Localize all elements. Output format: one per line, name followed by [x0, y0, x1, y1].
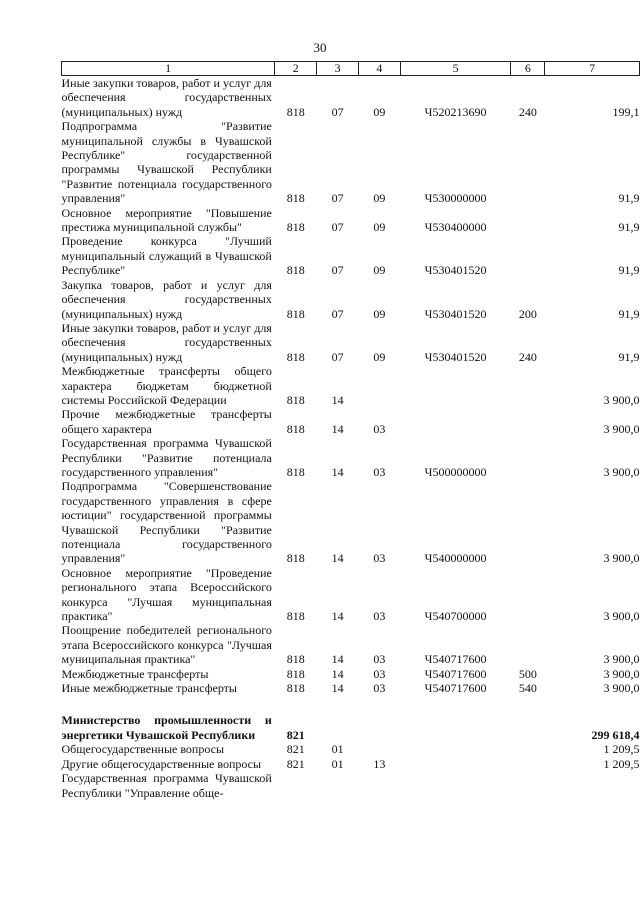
table-row: [62, 407, 640, 436]
row-ministry-code: 818: [286, 551, 305, 566]
table-row: [62, 742, 640, 756]
row-ministry-code: 818: [286, 652, 305, 667]
row-name: Межбюджетные трансферты общего характера бюджетам бюджетной системы Российской Федерации: [61, 364, 272, 407]
row-expense-type: 500: [518, 666, 537, 681]
row-name: Прочие межбюджетные трансферты общего характера: [61, 407, 272, 436]
table-header: [62, 62, 640, 76]
row-section-code: 14: [331, 421, 344, 436]
row-ministry-code: 818: [286, 464, 305, 479]
row-ministry-code: 818: [286, 421, 305, 436]
row-section-code: 07: [331, 220, 344, 235]
row-subsection-code: 03: [373, 551, 386, 566]
row-name: Министерство промышленности и энергетики Чувашской Республики: [61, 713, 272, 742]
row-target-article: Ч530400000: [424, 220, 487, 235]
row-target-article: [400, 407, 511, 436]
row-name: Основное мероприятие "Проведение регионального этапа Всероссийского конкурса "Лучшая муниципальная практика": [61, 565, 272, 624]
row-amount: 91,9: [618, 306, 640, 321]
row-amount: 199,1: [612, 104, 640, 119]
row-name: Государственная программа Чувашской Республики "Управление обще-: [61, 771, 272, 800]
row-section-code: 07: [331, 191, 344, 206]
row-name: Поощрение победителей регионального этапа Всероссийского конкурса "Лучшая муниципальная практика": [61, 623, 272, 667]
row-name: Межбюджетные трансферты: [61, 666, 209, 681]
table-row: [62, 771, 640, 800]
column-header-5: 5: [400, 62, 511, 76]
row-section-code: 01: [331, 756, 344, 771]
row-name: Подпрограмма "Совершенствование государственного управления в сфере юстиции" государственной программы Чувашской Республики "Развитие потенциала государственного управления": [61, 479, 272, 566]
table-row: [62, 479, 640, 565]
table-row: [62, 119, 640, 205]
row-ministry-code: 818: [286, 392, 305, 407]
table-row: [62, 566, 640, 624]
row-amount: 3 900,0: [603, 666, 640, 681]
row-section-code: 14: [331, 551, 344, 566]
row-subsection-code: [358, 771, 400, 800]
row-amount: 1 209,5: [603, 756, 640, 771]
row-target-article: [400, 713, 511, 742]
row-expense-type: [511, 757, 545, 771]
row-ministry-code: 818: [286, 104, 305, 119]
row-expense-type: [511, 119, 545, 205]
row-expense-type: [511, 771, 545, 800]
row-target-article: Ч500000000: [424, 464, 487, 479]
row-ministry-code: 818: [286, 681, 305, 696]
row-ministry-code: 818: [286, 666, 305, 681]
row-name: Закупка товаров, работ и услуг для обеспечения государственных (муниципальных) нужд: [61, 277, 272, 321]
table-row: [62, 681, 640, 695]
row-amount: 91,9: [618, 349, 640, 364]
row-name: Иные закупки товаров, работ и услуг для обеспечения государственных (муниципальных) нужд: [61, 76, 272, 119]
row-ministry-code: [275, 771, 317, 800]
row-section-code: [317, 713, 359, 742]
column-header-4: 4: [358, 62, 400, 76]
page-number: 30: [313, 40, 327, 55]
table-row: [62, 667, 640, 681]
row-subsection-code: 13: [373, 756, 386, 771]
row-target-article: [400, 742, 511, 756]
row-subsection-code: [358, 364, 400, 407]
table-row: [62, 321, 640, 364]
row-expense-type: [511, 623, 545, 666]
row-expense-type: [511, 713, 545, 742]
table-row: [62, 206, 640, 235]
table-row: [62, 436, 640, 479]
row-section-code: 14: [331, 609, 344, 624]
row-subsection-code: 09: [373, 191, 386, 206]
row-target-article: Ч530401520: [424, 306, 487, 321]
row-subsection-code: 03: [373, 421, 386, 436]
row-name: Государственная программа Чувашской Республики "Развитие потенциала государственного управления": [61, 436, 272, 479]
row-expense-type: 240: [518, 104, 537, 119]
row-amount: 91,9: [618, 191, 640, 206]
row-ministry-code: 818: [286, 191, 305, 206]
table-row: [62, 623, 640, 666]
column-header-1: 1: [62, 62, 275, 76]
row-amount: 3 900,0: [603, 681, 640, 696]
row-name: Другие общегосударственные вопросы: [61, 756, 262, 771]
row-section-code: 07: [331, 349, 344, 364]
row-target-article: [400, 757, 511, 771]
row-target-article: Ч540717600: [424, 652, 487, 667]
row-subsection-code: 09: [373, 349, 386, 364]
row-section-code: 07: [331, 104, 344, 119]
row-section-code: [317, 771, 359, 800]
row-subsection-code: 03: [373, 609, 386, 624]
row-ministry-code: 821: [286, 742, 305, 757]
row-expense-type: 200: [518, 306, 537, 321]
row-amount: 3 900,0: [603, 464, 640, 479]
row-section-code: 14: [331, 652, 344, 667]
row-target-article: Ч540000000: [424, 551, 487, 566]
row-subsection-code: [358, 713, 400, 742]
row-name: Проведение конкурса "Лучший муниципальный служащий в Чувашской Республике": [61, 234, 272, 278]
row-ministry-code: 821: [286, 727, 305, 742]
row-expense-type: [511, 234, 545, 277]
row-name: Общегосударственные вопросы: [61, 742, 225, 757]
row-amount: 299 618,4: [591, 727, 640, 742]
column-header-2: 2: [275, 62, 317, 76]
row-amount: 91,9: [618, 220, 640, 235]
table-row: [62, 234, 640, 277]
row-subsection-code: [358, 742, 400, 756]
table-body: [62, 76, 640, 800]
row-section-code: 14: [331, 681, 344, 696]
row-target-article: Ч540717600: [424, 666, 487, 681]
row-expense-type: 240: [518, 349, 537, 364]
row-target-article: [400, 364, 511, 407]
budget-table: [61, 61, 640, 800]
row-expense-type: [511, 407, 545, 436]
row-subsection-code: 03: [373, 666, 386, 681]
table-row: [62, 278, 640, 321]
row-subsection-code: 09: [373, 104, 386, 119]
row-target-article: Ч540717600: [424, 681, 487, 696]
row-section-code: 07: [331, 263, 344, 278]
row-subsection-code: 03: [373, 652, 386, 667]
row-ministry-code: 818: [286, 609, 305, 624]
row-expense-type: [511, 436, 545, 479]
row-section-code: 14: [331, 666, 344, 681]
row-name: Подпрограмма "Развитие муниципальной службы в Чувашской Республике" государственной программы Чувашской Республики "Развитие потенциала государственного управления": [61, 119, 272, 206]
table-row: [62, 713, 640, 742]
row-target-article: Ч540700000: [424, 609, 487, 624]
table-row: [62, 757, 640, 771]
row-section-code: 01: [331, 742, 344, 757]
row-amount: 3 900,0: [603, 421, 640, 436]
column-header-6: 6: [511, 62, 545, 76]
row-name: Иные закупки товаров, работ и услуг для обеспечения государственных (муниципальных) нужд: [61, 320, 272, 364]
row-expense-type: [511, 206, 545, 235]
row-subsection-code: 03: [373, 464, 386, 479]
row-expense-type: [511, 479, 545, 565]
row-amount: [545, 771, 640, 800]
row-name: Иные межбюджетные трансферты: [61, 681, 237, 696]
row-subsection-code: 03: [373, 681, 386, 696]
row-target-article: Ч520213690: [424, 104, 487, 119]
row-section-code: 07: [331, 306, 344, 321]
row-ministry-code: 818: [286, 220, 305, 235]
row-amount: 3 900,0: [603, 551, 640, 566]
row-ministry-code: 821: [286, 756, 305, 771]
row-target-article: Ч530000000: [424, 191, 487, 206]
row-expense-type: [511, 566, 545, 624]
column-header-3: 3: [317, 62, 359, 76]
row-target-article: [400, 771, 511, 800]
row-expense-type: [511, 364, 545, 407]
row-amount: 1 209,5: [603, 742, 640, 757]
row-subsection-code: 09: [373, 263, 386, 278]
row-section-code: 14: [331, 392, 344, 407]
row-name: Основное мероприятие "Повышение престижа муниципальной службы": [61, 205, 272, 235]
table-row: [62, 364, 640, 407]
row-ministry-code: 818: [286, 263, 305, 278]
row-subsection-code: 09: [373, 220, 386, 235]
row-expense-type: [511, 742, 545, 756]
table-row: [62, 76, 640, 120]
row-target-article: Ч530401520: [424, 263, 487, 278]
spacer-row: [62, 695, 640, 713]
row-target-article: Ч530401520: [424, 349, 487, 364]
row-amount: 91,9: [618, 263, 640, 278]
row-amount: 3 900,0: [603, 609, 640, 624]
row-subsection-code: 09: [373, 306, 386, 321]
row-section-code: 14: [331, 464, 344, 479]
row-amount: 3 900,0: [603, 652, 640, 667]
column-header-7: 7: [545, 62, 640, 76]
row-ministry-code: 818: [286, 349, 305, 364]
row-amount: 3 900,0: [603, 392, 640, 407]
row-expense-type: 540: [518, 681, 537, 696]
row-ministry-code: 818: [286, 306, 305, 321]
